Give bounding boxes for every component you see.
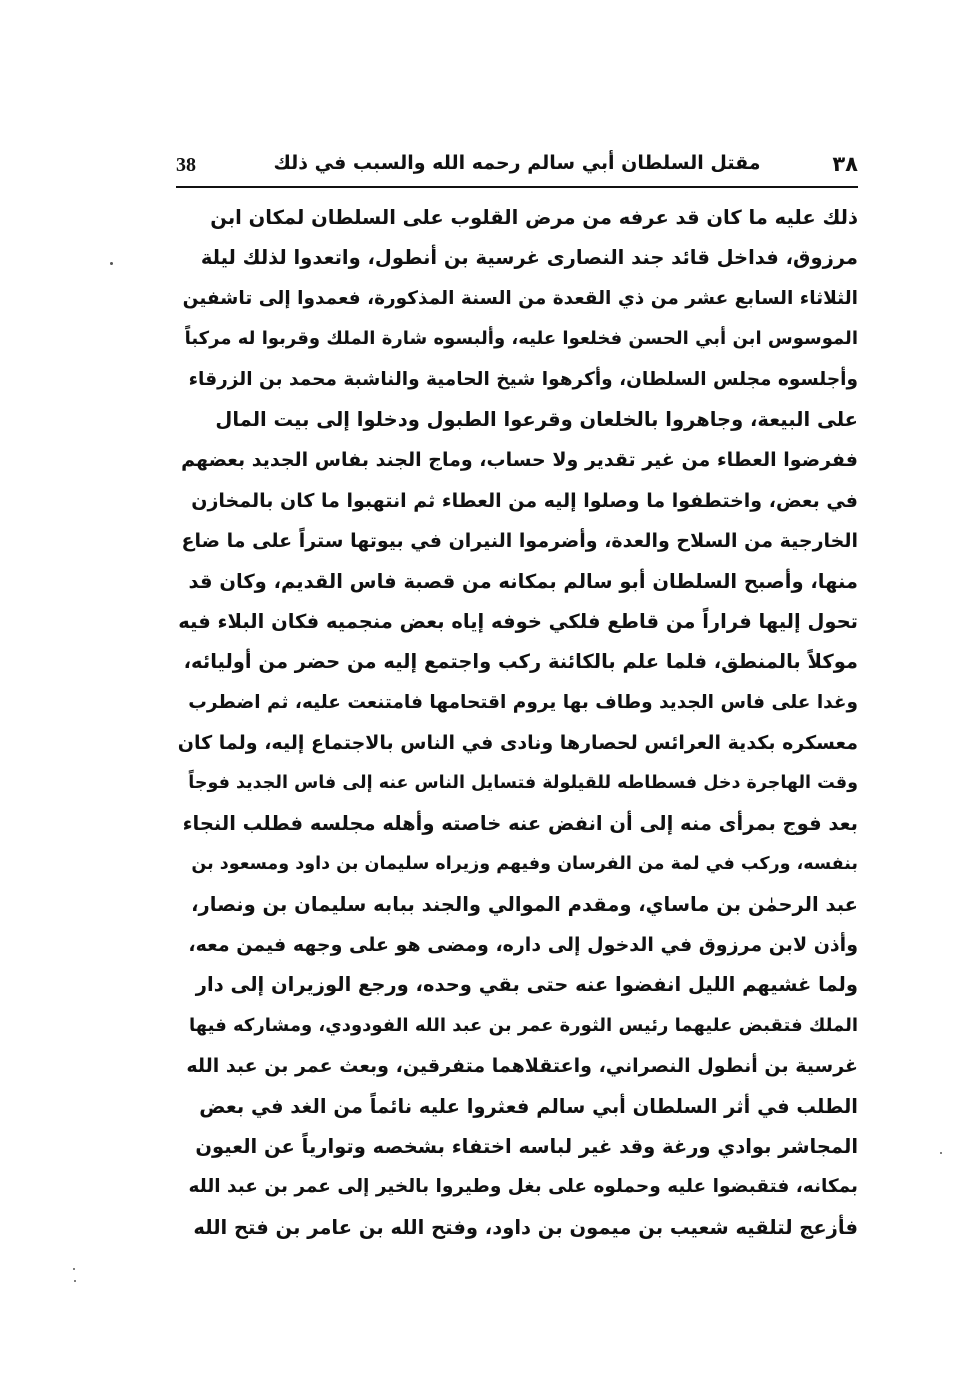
page-number-arabic: ٣٨ — [832, 152, 858, 176]
text-line: الملك فتقبض عليهما رئيس الثورة عمر بن عبد الله الفودودي، ومشاركه فيها — [188, 1014, 858, 1036]
text-line: مرزوق، فداخل قائد جند النصارى غرسية بن أنطول، واتعدوا لذلك ليلة — [200, 246, 858, 270]
page-number-latin: 38 — [176, 154, 196, 176]
text-line: معسكره بكدية العرائس لحصارها ونادى في الناس بالاجتماع إليه، ولما كان — [177, 732, 858, 755]
text-line: عبد الرحمٰن بن ماساي، ومقدم الموالي والجند ببابه سليمان بن ونصار، — [191, 892, 858, 916]
text-line: تحول إليها فراراً من قاطع فلكي خوفه إياه بعض منجميه فكان البلاء فيه — [178, 609, 858, 633]
scan-speck — [74, 1280, 76, 1282]
body-text — [176, 198, 858, 1248]
text-line: ففرضوا العطاء من غير تقدير ولا حساب، وماج الجند بفاس الجديد بعضهم — [181, 449, 858, 472]
scan-speck — [940, 1152, 942, 1154]
text-line: الخارجية من السلاح والعدة، وأضرموا النيران في بيوتها ستراً على ما ضاع — [181, 530, 858, 553]
text-line: على البيعة، وجاهروا بالخلعان وقرعوا الطبول ودخلوا إلى بيت المال — [215, 407, 858, 431]
text-line: بعد فوج بمرأى منه إلى أن انفض عنه خاصته وأهله مجلسه فطلب النجاء — [182, 811, 858, 835]
scan-speck — [73, 1268, 75, 1270]
text-line: غرسية بن أنطول النصراني، واعتقلاهما متفرقين، وبعث عمر بن عبد الله — [186, 1055, 858, 1078]
text-line: وقت الهاجرة دخل فسطاطه للقيلولة فتسايل الناس عنه إلى فاس الجديد فوجاً — [188, 773, 858, 794]
header-rule — [176, 186, 858, 188]
running-title: مقتل السلطان أبي سالم رحمه الله والسبب في ذلك — [273, 152, 761, 174]
text-line: وأجلسوه مجلس السلطان، وأكرهوا شيخ الحامية والناشبة محمد بن الزرقاء — [188, 368, 858, 390]
text-line: منها، وأصبح السلطان أبو سالم بمكانه من قصبة فاس القديم، وكان قد — [188, 569, 858, 593]
text-line: وغدا على فاس الجديد وطاف بها يروم اقتحامها فامتنعت عليه، ثم اضطرب — [188, 691, 858, 713]
text-line: فأزعج لتلقيه شعيب بن ميمون بن داود، وفتح الله بن عامر بن فتح الله — [193, 1215, 858, 1239]
text-line: ولما غشيهم الليل انفضوا عنه حتى بقي وحده، ورجع الوزيران إلى دار — [195, 973, 858, 997]
text-line: الثلاثاء السابع عشر من ذي القعدة من السنة المذكورة، فعمدوا إلى تاشفين — [182, 287, 858, 309]
text-line: بمكانه، فتقبضوا عليه وحملوه على بغل وطيروا بالخير إلى عمر بن عبد الله — [188, 1176, 858, 1198]
text-line: ذلك عليه ما كان قد عرفه من مرض القلوب على السلطان لمكان ابن — [210, 206, 858, 229]
scan-speck — [110, 262, 113, 265]
text-line: الطلب في أثر السلطان أبي سالم فعثروا عليه نائماً من الغد في بعض — [199, 1094, 858, 1118]
text-line: في بعض، واختطفوا ما وصلوا إليه من العطاء ثم انتهبوا ما كان بالمخازن — [191, 489, 858, 512]
page-header — [176, 152, 858, 180]
text-line: موكلاً بالمنطق، فلما علم بالكائنة ركب واجتمع إليه من حضر من أوليائه، — [183, 650, 858, 674]
text-line: الموسوس ابن أبي الحسن فخلعوا عليه، وألبسوه شارة الملك وقربوا له مركباً — [184, 328, 858, 350]
text-line: وأذن لابن مرزوق في الدخول إلى داره، ومضى هو على وجهه فيمن معه، — [188, 934, 858, 957]
text-line: بنفسه، وركب في لمة من الفرسان وفيهم وزيراه سليمان بن داود ومسعود بن — [191, 854, 858, 875]
text-line: المجاشر بوادي ورغة وقد غير لباسه اختفاء بشخصه وتوارياً عن العيون — [195, 1134, 858, 1158]
